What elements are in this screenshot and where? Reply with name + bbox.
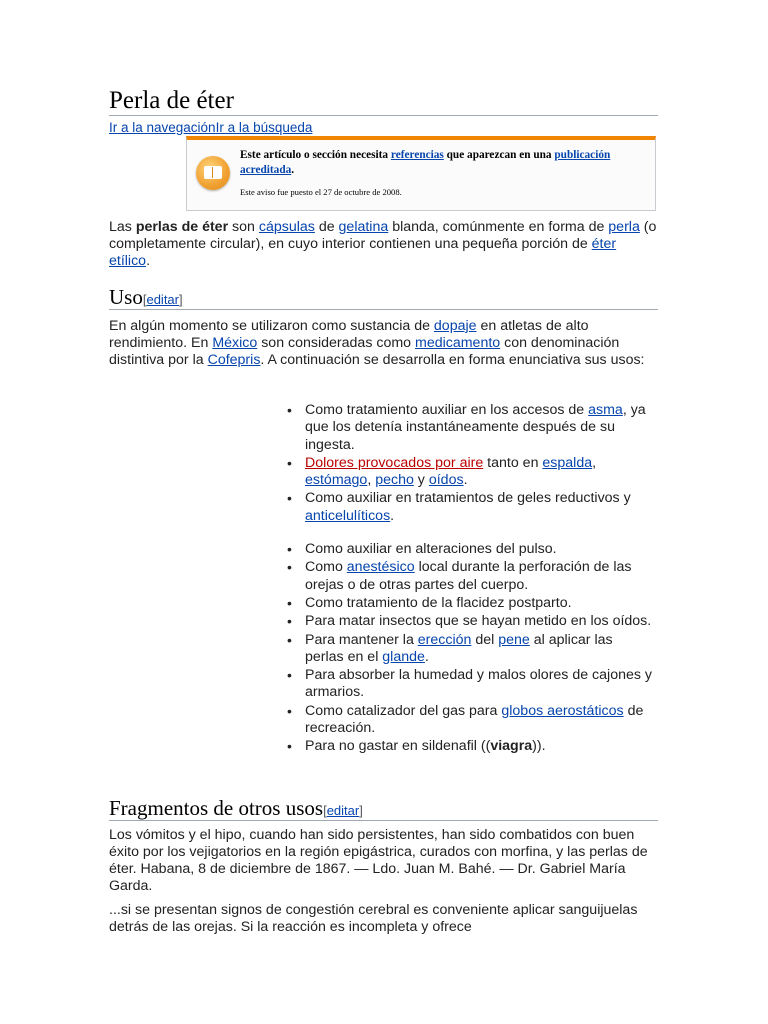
intro-paragraph-link[interactable]: cápsulas xyxy=(258,219,315,235)
notice-text-mid: que aparezcan en una xyxy=(443,149,555,161)
use-item-link[interactable]: oídos xyxy=(428,472,464,489)
intro-paragraph-text: . xyxy=(146,253,151,269)
notice-date: Este aviso fue puesto el 27 de octubre de 2008. xyxy=(240,187,402,197)
section-title-fragmentos: Fragmentos de otros usos xyxy=(109,796,324,820)
list-item xyxy=(285,632,655,667)
intro-paragraph-link[interactable]: gelatina xyxy=(338,219,389,235)
use-item-text: . xyxy=(424,648,429,665)
use-item-text: . xyxy=(390,507,395,524)
section-heading-fragmentos xyxy=(109,795,658,821)
intro-paragraph-text: blanda, comúnmente en forma de xyxy=(388,219,609,235)
use-item-text: de recreación. xyxy=(305,702,644,737)
uso-paragraph-text: . A continuación se desarrolla en forma enunciativa sus usos: xyxy=(260,352,645,368)
use-item-text: Como auxiliar en tratamientos de geles reductivos y xyxy=(305,490,631,507)
use-item-text: local durante la perforación de las orejas o de otras partes del cuerpo. xyxy=(305,559,632,593)
use-item-text: Para no gastar en sildenafil (( xyxy=(305,738,491,755)
uso-paragraph-link[interactable]: medicamento xyxy=(415,335,501,351)
use-item-text: , xyxy=(367,472,376,489)
notice-text-pre: Este artículo o sección necesita xyxy=(240,149,391,161)
use-item-text: . xyxy=(463,472,468,489)
use-item-text: del xyxy=(471,631,499,648)
uso-paragraph-text: son consideradas como xyxy=(257,335,415,351)
notice-text-post: . xyxy=(291,164,295,176)
references-notice-box xyxy=(186,136,656,211)
list-item xyxy=(285,402,655,454)
use-item-redlink[interactable]: Dolores provocados por aire xyxy=(305,454,484,471)
intro-paragraph-link[interactable]: éter etílico xyxy=(109,236,617,269)
uso-paragraph-text: con denominación distintiva por la xyxy=(109,335,620,368)
list-item xyxy=(285,455,655,490)
use-item-text: tanto en xyxy=(483,454,543,471)
section-title-uso: Uso xyxy=(109,285,143,309)
fragment-paragraph-2: ...si se presentan signos de congestión cerebral es conveniente aplicar sanguijuelas detrás de las orejas. Si la reacción es incompleta y ofrece xyxy=(109,902,638,935)
use-item-text: Como catalizador del gas para xyxy=(305,702,502,719)
edit-section-uso: [editar] xyxy=(142,292,183,307)
intro-paragraph-bold: perlas de éter xyxy=(135,219,229,235)
jump-links xyxy=(109,119,312,136)
use-item-link[interactable]: anestésico xyxy=(346,559,415,576)
use-item-link[interactable]: erección xyxy=(417,631,472,648)
use-item-text: Como xyxy=(305,559,347,576)
list-item xyxy=(285,667,655,702)
use-item-text: Para matar insectos que se hayan metido en los oídos. xyxy=(305,613,652,630)
use-item-text: )). xyxy=(532,738,546,755)
list-item xyxy=(285,613,655,630)
list-item xyxy=(285,703,655,738)
use-item-link[interactable]: pene xyxy=(498,631,530,648)
uso-paragraph-text: en atletas de alto rendimiento. En xyxy=(109,318,589,351)
list-item xyxy=(285,595,655,612)
uses-list xyxy=(285,402,655,757)
use-item-text: al aplicar las perlas en el xyxy=(305,631,613,665)
uso-paragraph-link[interactable]: México xyxy=(212,335,258,351)
use-item-link[interactable]: espalda xyxy=(542,454,593,471)
use-item-text: Como tratamiento auxiliar en los accesos de xyxy=(305,402,589,418)
book-icon xyxy=(196,156,230,190)
use-item-link[interactable]: anticelulíticos xyxy=(305,507,391,524)
jump-to-search-link[interactable]: Ir a la búsqueda xyxy=(215,120,313,135)
intro-paragraph xyxy=(109,219,658,270)
intro-paragraph-text: (o completamente circular), en cuyo interior contienen una pequeña porción de xyxy=(109,219,657,252)
edit-section-fragmentos: [editar] xyxy=(323,803,363,818)
notice-link-referencias[interactable]: referencias xyxy=(390,149,444,161)
use-item-text: Para mantener la xyxy=(305,631,418,648)
notice-link-publicacion[interactable]: publicación acreditada xyxy=(240,149,611,176)
use-item-link[interactable]: pecho xyxy=(375,472,414,489)
intro-paragraph-link[interactable]: perla xyxy=(608,219,640,235)
use-item-bold: viagra xyxy=(490,738,533,755)
section-heading-uso xyxy=(109,284,658,310)
use-item-text: , xyxy=(592,454,597,471)
use-item-link[interactable]: asma xyxy=(588,402,623,418)
use-item-text: y xyxy=(413,472,429,489)
fragment-paragraph-1: Los vómitos y el hipo, cuando han sido persistentes, han sido combatidos con buen éxito por los vejigatorios en la región epigástrica, curados con morfina, y las perlas de éter. Habana, 8 de diciembre de 1867. — Ldo. Juan M. Bahé. — Dr. Gabriel María Garda. xyxy=(109,827,648,894)
use-item-text: Como tratamiento de la flacidez postparto. xyxy=(305,594,572,611)
edit-link-fragmentos[interactable]: editar xyxy=(326,803,360,818)
uso-paragraph-text: En algún momento se utilizaron como sustancia de xyxy=(109,318,434,334)
uso-paragraph-link[interactable]: Cofepris xyxy=(207,352,261,368)
use-item-link[interactable]: estómago xyxy=(305,472,368,489)
intro-paragraph-text: son xyxy=(228,219,259,235)
use-item-text: Como auxiliar en alteraciones del pulso. xyxy=(305,541,557,558)
list-item xyxy=(285,541,655,558)
edit-link-uso[interactable]: editar xyxy=(146,292,179,307)
intro-paragraph-text: de xyxy=(314,219,339,235)
uso-paragraph-link[interactable]: dopaje xyxy=(433,318,477,334)
intro-paragraph-text: Las xyxy=(109,219,136,235)
page-title: Perla de éter xyxy=(109,86,658,116)
use-item-text: Para absorber la humedad y malos olores de cajones y armarios. xyxy=(305,667,652,701)
list-item xyxy=(285,559,655,594)
use-item-link[interactable]: globos aerostáticos xyxy=(501,702,624,719)
use-item-link[interactable]: glande xyxy=(382,648,425,665)
list-item xyxy=(285,738,655,755)
notice-text xyxy=(240,148,645,178)
jump-to-navigation-link[interactable]: Ir a la navegación xyxy=(109,120,216,135)
list-item xyxy=(285,490,655,525)
uso-paragraph xyxy=(109,318,658,369)
use-item-text: , ya que los detenía instantáneamente después de su ingesta. xyxy=(305,402,646,453)
